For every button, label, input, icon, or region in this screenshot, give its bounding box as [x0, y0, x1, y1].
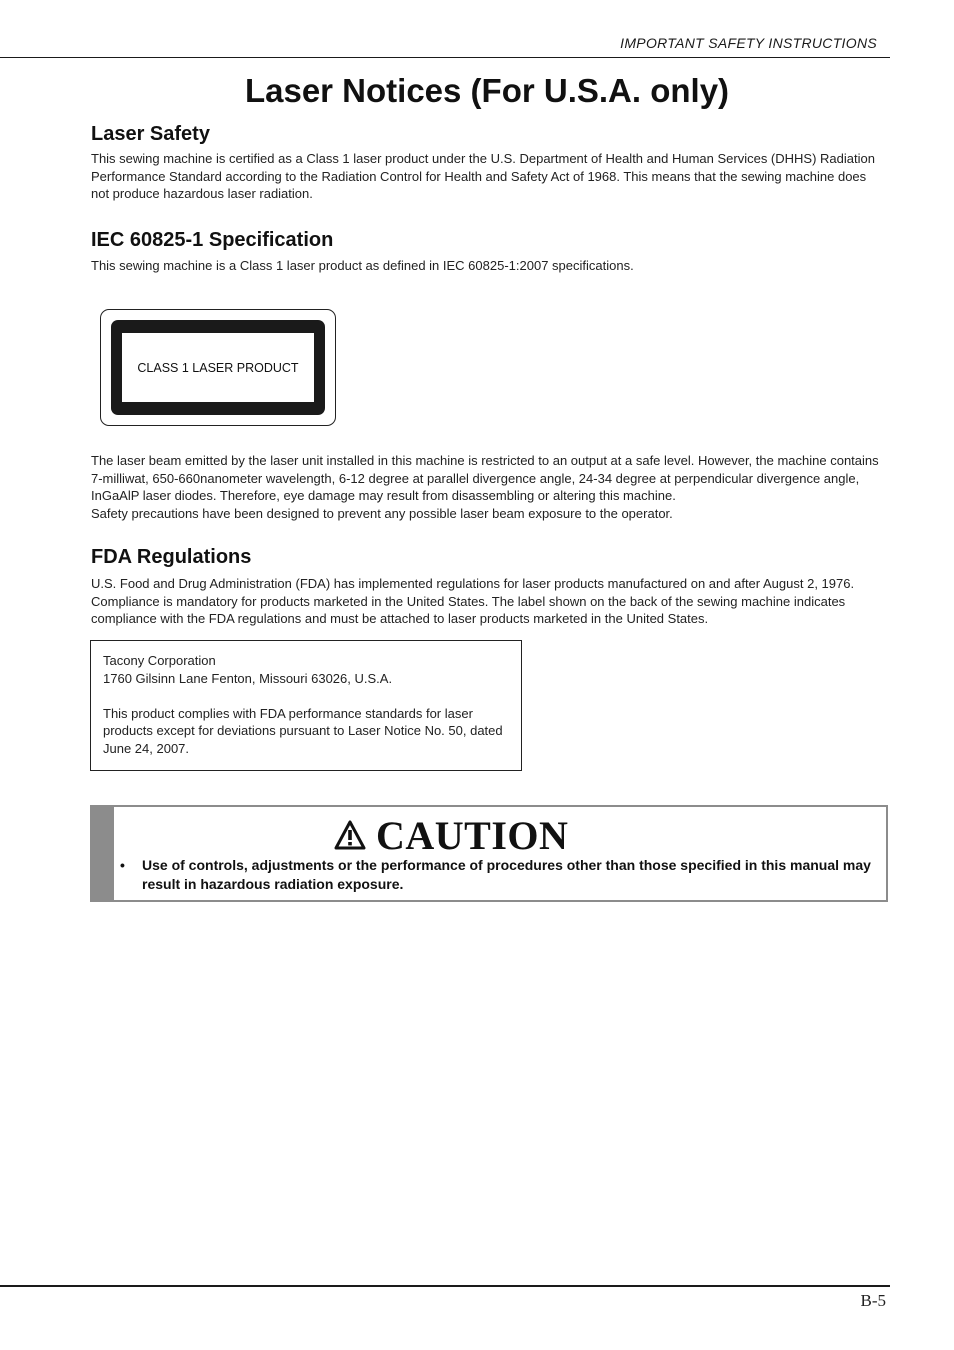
caution-box: [90, 805, 888, 902]
fda-label-spacer: [103, 687, 509, 705]
laser-label-black-border: [111, 320, 325, 415]
fda-compliance-label: [90, 640, 522, 771]
caution-bullet: •: [120, 857, 125, 873]
safety-precautions-paragraph: Safety precautions have been designed to prevent any possible laser beam exposure to the operator.: [91, 506, 673, 521]
caution-item-text: Use of controls, adjustments or the performance of procedures other than those specified in this manual may result in hazardous radiation exposure.: [142, 857, 871, 892]
iec-specification-heading: IEC 60825-1 Specification: [91, 229, 334, 251]
fda-label-statement: This product complies with FDA performance standards for laser products except for deviations pursuant to Laser Notice No. 50, dated June 24, 2007.: [103, 705, 503, 756]
iec-specification-paragraph: This sewing machine is a Class 1 laser product as defined in IEC 60825-1:2007 specifications.: [91, 258, 634, 273]
page-number: B-5: [860, 1291, 886, 1310]
laser-beam-paragraph: The laser beam emitted by the laser unit installed in this machine is restricted to an output at a safe level. However, the machine contains 7-milliwat, 650-660nanometer wavelength, 6-12 degree at parallel divergence angle, 24-34 degree at perpendicular divergence angle, InGaAlP laser diodes. Therefore, eye damage may result from disassembling or altering this machine.: [91, 453, 879, 503]
header-divider: [0, 57, 890, 58]
caution-title-text: CAUTION: [376, 812, 569, 858]
caution-title: [334, 813, 568, 857]
laser-safety-paragraph: This sewing machine is certified as a Class 1 laser product under the U.S. Department of Health and Human Services (DHHS) Radiation Performance Standard according to the Radiation Control for Health and Safety Act of 1968. This means that the sewing machine does not produce hazardous laser radiation.: [91, 151, 875, 201]
fda-regulations-heading: FDA Regulations: [91, 546, 252, 568]
caution-side-bar: [92, 807, 114, 900]
page-title: Laser Notices (For U.S.A. only): [244, 72, 730, 109]
footer-divider: [0, 1285, 890, 1287]
fda-label-address: 1760 Gilsinn Lane Fenton, Missouri 63026, U.S.A.: [103, 670, 393, 686]
laser-safety-heading: Laser Safety: [91, 123, 210, 145]
laser-label-text: CLASS 1 LASER PRODUCT: [122, 333, 314, 402]
header-section-label: IMPORTANT SAFETY INSTRUCTIONS: [620, 35, 877, 51]
fda-regulations-paragraph: U.S. Food and Drug Administration (FDA) has implemented regulations for laser products manufactured on and after August 2, 1976. Compliance is mandatory for products marketed in the United States. The label shown on the back of the sewing machine indicates compliance with the FDA regulations and must be attached to laser products marketed in the United States.: [91, 576, 855, 626]
class-1-laser-product-label: [100, 309, 336, 426]
fda-label-company: Tacony Corporation: [103, 653, 216, 668]
warning-triangle-icon: [334, 820, 366, 850]
caution-item: [120, 856, 880, 894]
